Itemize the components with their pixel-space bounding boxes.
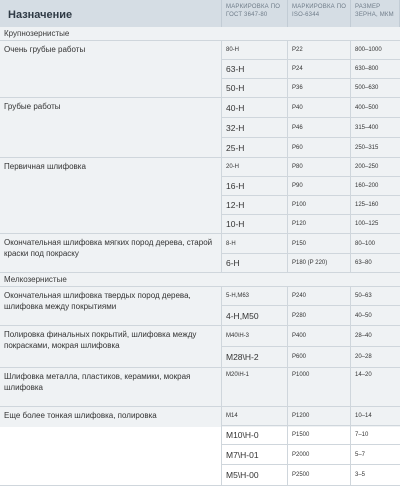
iso-cell: P1200 (288, 407, 351, 426)
gost-cell: 25-Н (222, 138, 288, 158)
gost-cell: 40-Н (222, 98, 288, 118)
section-coarse: Крупнозернистые (0, 27, 400, 41)
size-cell: 10–14 (351, 407, 400, 426)
iso-cell: P280 (288, 306, 351, 326)
iso-cell: P22 (288, 41, 351, 60)
group-name: Полировка финальных покрытий, шлифовка между покрасками, мокрая шлифовка (0, 326, 222, 368)
size-cell: 315–400 (351, 118, 400, 138)
gost-cell: М40\Н-3 (222, 326, 288, 347)
gost-cell: 12-Н (222, 196, 288, 215)
header-grain-size: РАЗМЕР ЗЕРНА, МКМ (351, 0, 400, 27)
iso-cell: P2500 (288, 465, 351, 486)
size-cell: 200–250 (351, 158, 400, 177)
iso-cell: P400 (288, 326, 351, 347)
header-iso: МАРКИРОВКА ПО ISO-6344 (288, 0, 351, 27)
group-name: Окончательная шлифовка твердых пород дерева, шлифовка между покрытиями (0, 287, 222, 326)
iso-cell: P600 (288, 347, 351, 368)
gost-cell: 20-Н (222, 158, 288, 177)
size-cell: 100–125 (351, 215, 400, 234)
iso-cell: P80 (288, 158, 351, 177)
size-cell: 250–315 (351, 138, 400, 158)
group-name: Окончательная шлифовка мягких пород дерева, старой краски под покраску (0, 234, 222, 273)
size-cell: 7–10 (351, 426, 400, 445)
group-name: Еще более тонкая шлифовка, полировка (0, 407, 222, 486)
size-cell: 63–80 (351, 254, 400, 273)
iso-cell: P1000 (288, 368, 351, 407)
iso-cell: P60 (288, 138, 351, 158)
gost-cell: М10\Н-0 (222, 426, 288, 445)
iso-cell: P46 (288, 118, 351, 138)
iso-cell: P90 (288, 177, 351, 196)
iso-cell: P1500 (288, 426, 351, 445)
size-cell: 800–1000 (351, 41, 400, 60)
gost-cell: 10-Н (222, 215, 288, 234)
iso-cell: P2000 (288, 445, 351, 465)
size-cell: 50–63 (351, 287, 400, 306)
iso-cell: P180 (P 220) (288, 254, 351, 273)
size-cell: 125–160 (351, 196, 400, 215)
iso-cell: P150 (288, 234, 351, 254)
group-name: Грубые работы (0, 98, 222, 158)
size-cell: 630–800 (351, 60, 400, 79)
iso-cell: P240 (288, 287, 351, 306)
iso-cell: P40 (288, 98, 351, 118)
size-cell: 160–200 (351, 177, 400, 196)
gost-cell: М5\Н-00 (222, 465, 288, 486)
size-cell: 20–28 (351, 347, 400, 368)
gost-cell: 6-Н (222, 254, 288, 273)
iso-cell: P36 (288, 79, 351, 98)
group-name: Шлифовка металла, пластиков, керамики, мокрая шлифовка (0, 368, 222, 407)
size-cell: 400–500 (351, 98, 400, 118)
iso-cell: P120 (288, 215, 351, 234)
iso-cell: P24 (288, 60, 351, 79)
gost-cell: 50-Н (222, 79, 288, 98)
gost-cell: 63-Н (222, 60, 288, 79)
gost-cell: М28\Н-2 (222, 347, 288, 368)
iso-cell: P100 (288, 196, 351, 215)
size-cell: 3–5 (351, 465, 400, 486)
size-cell: 5–7 (351, 445, 400, 465)
gost-cell: 4-Н,М50 (222, 306, 288, 326)
group-name: Первичная шлифовка (0, 158, 222, 234)
size-cell: 40–50 (351, 306, 400, 326)
size-cell: 28–40 (351, 326, 400, 347)
size-cell: 80–100 (351, 234, 400, 254)
size-cell: 500–630 (351, 79, 400, 98)
section-fine: Мелкозернистые (0, 273, 400, 287)
group-name: Очень грубые работы (0, 41, 222, 98)
gost-cell: М14 (222, 407, 288, 426)
gost-cell: 32-Н (222, 118, 288, 138)
gost-cell: М20\Н-1 (222, 368, 288, 407)
size-cell: 14–20 (351, 368, 400, 407)
header-title: Назначение (0, 0, 222, 27)
header-gost: МАРКИРОВКА ПО ГОСТ 3647-80 (222, 0, 288, 27)
gost-cell: 80-Н (222, 41, 288, 60)
gost-cell: 8-Н (222, 234, 288, 254)
gost-cell: 5-Н,М63 (222, 287, 288, 306)
gost-cell: 16-Н (222, 177, 288, 196)
gost-cell: М7\Н-01 (222, 445, 288, 465)
